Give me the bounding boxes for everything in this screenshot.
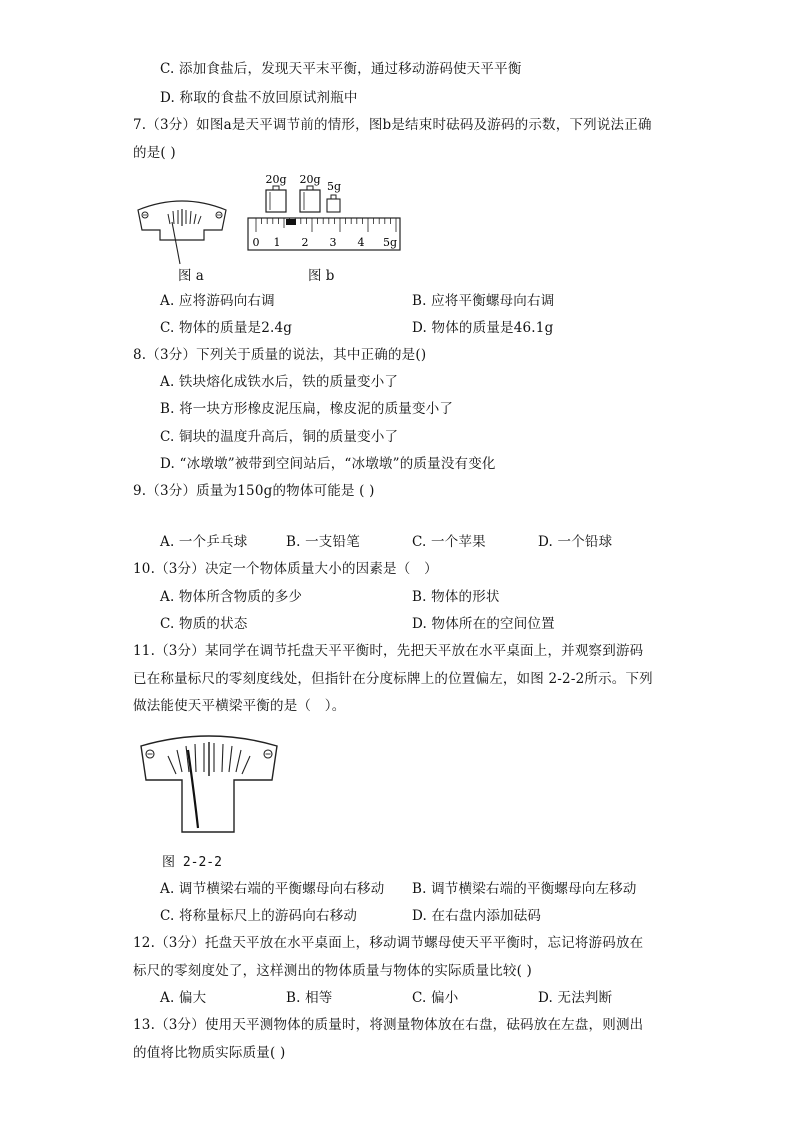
q6-option-c: C. 添加食盐后，发现天平末平衡，通过移动游码使天平平衡 <box>160 61 522 77</box>
q10-option-a: A. 物体所含物质的多少 <box>160 589 303 605</box>
q12-option-c: C. 偏小 <box>412 990 459 1006</box>
ruler-tick-4: 4 <box>357 236 365 249</box>
q9-stem: 9.（3分）质量为150g的物体可能是 ( ) <box>133 483 375 499</box>
q9-option-b: B. 一支铅笔 <box>286 534 360 550</box>
q8-option-b: B. 将一块方形橡皮泥压扁，橡皮泥的质量变小了 <box>160 401 454 417</box>
q12-stem-line1: 12.（3分）托盘天平放在水平桌面上，移动调节螺母使天平平衡时，忘记将游码放在 <box>133 935 644 951</box>
q9-option-c: C. 一个苹果 <box>412 534 486 550</box>
figure-b-weights-ruler <box>244 172 404 256</box>
q7-option-c: C. 物体的质量是2.4g <box>160 320 293 336</box>
q9-option-d: D. 一个铅球 <box>538 534 613 550</box>
ruler-tick-3: 3 <box>329 236 337 249</box>
figure-2-2-2-caption: 图 2-2-2 <box>162 855 222 870</box>
q10-option-b: B. 物体的形状 <box>412 589 500 605</box>
q10-option-c: C. 物质的状态 <box>160 616 248 632</box>
figure-a-caption: 图 a <box>178 268 204 284</box>
ruler-tick-1: 1 <box>273 236 281 249</box>
figure-b-caption: 图 b <box>308 268 335 284</box>
q11-option-c: C. 将称量标尺上的游码向右移动 <box>160 908 358 924</box>
figure-a-dial <box>134 196 230 266</box>
q11-option-b: B. 调节横梁右端的平衡螺母向左移动 <box>412 881 637 897</box>
q7-option-a: A. 应将游码向右调 <box>160 293 275 309</box>
q11-option-d: D. 在右盘内添加砝码 <box>412 908 542 924</box>
q11-stem-line1: 11.（3分）某同学在调节托盘天平平衡时，先把天平放在水平桌面上，并观察到游码 <box>133 643 644 659</box>
q6-option-d: D. 称取的食盐不放回原试剂瓶中 <box>160 90 358 106</box>
weight-label-3: 5g <box>326 180 342 193</box>
q9-option-a: A. 一个乒乓球 <box>160 534 248 550</box>
q8-stem: 8.（3分）下列关于质量的说法，其中正确的是() <box>133 347 427 363</box>
q12-option-b: B. 相等 <box>286 990 333 1006</box>
ruler-tick-2: 2 <box>301 236 309 249</box>
q10-stem: 10.（3分）决定一个物体质量大小的因素是（ ） <box>133 561 438 577</box>
q8-option-c: C. 铜块的温度升高后，铜的质量变小了 <box>160 429 399 445</box>
ruler-tick-5: 5g <box>382 236 398 249</box>
q8-option-a: A. 铁块熔化成铁水后，铁的质量变小了 <box>160 374 399 390</box>
weight-label-2: 20g <box>299 173 321 186</box>
q12-option-a: A. 偏大 <box>160 990 207 1006</box>
q11-stem-line3: 做法能使天平横梁平衡的是（ ）。 <box>133 698 346 714</box>
q11-option-a: A. 调节横梁右端的平衡螺母向右移动 <box>160 881 385 897</box>
q13-stem-line1: 13.（3分）使用天平测物体的质量时，将测量物体放在右盘，砝码放在左盘，则测出 <box>133 1017 644 1033</box>
ruler-tick-0: 0 <box>252 236 260 249</box>
q7-option-b: B. 应将平衡螺母向右调 <box>412 293 555 309</box>
q11-stem-line2: 已在称量标尺的零刻度线处，但指针在分度标牌上的位置偏左，如图 2-2-2所示。下列 <box>133 671 653 687</box>
q12-stem-line2: 标尺的零刻度处了，这样测出的物体质量与物体的实际质量比较( ) <box>133 963 533 979</box>
q8-option-d: D. “冰墩墩”被带到空间站后，“冰墩墩”的质量没有变化 <box>160 456 496 472</box>
weight-label-1: 20g <box>265 173 287 186</box>
q10-option-d: D. 物体所在的空间位置 <box>412 616 555 632</box>
figure-2-2-2-dial <box>138 732 280 836</box>
q7-option-d: D. 物体的质量是46.1g <box>412 320 554 336</box>
q7-stem-line1: 7.（3分）如图a是天平调节前的情形，图b是结束时砝码及游码的示数，下列说法正确 <box>133 117 652 133</box>
q12-option-d: D. 无法判断 <box>538 990 613 1006</box>
q13-stem-line2: 的值将比物质实际质量( ) <box>133 1045 286 1061</box>
q7-stem-line2: 的是( ) <box>133 145 176 161</box>
